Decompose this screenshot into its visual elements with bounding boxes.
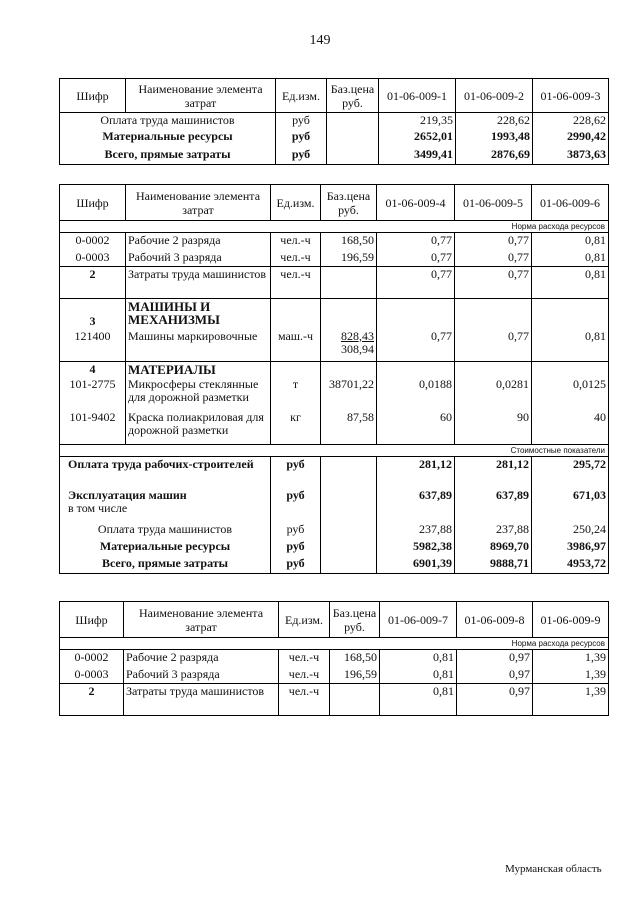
row-value: 5982,38	[377, 539, 455, 556]
row-value: 295,72	[532, 456, 609, 488]
section-code: 4	[60, 362, 126, 378]
header-col-1: 01-06-009-1	[379, 79, 456, 113]
table-row	[60, 113, 609, 129]
row-name: Машины маркировочные	[126, 329, 271, 362]
row-price	[321, 329, 377, 362]
row-name: Рабочий 3 разряда	[124, 667, 279, 684]
row-value: 0,77	[455, 233, 532, 250]
row-code: 2	[60, 267, 126, 299]
row-value: 40	[532, 410, 609, 444]
header-code: Шифр	[60, 185, 126, 221]
row-name: Затраты труда машинистов	[126, 267, 271, 299]
header-col-9: 01-06-009-9	[533, 602, 609, 638]
row-code: 121400	[60, 329, 126, 362]
row-unit: руб	[276, 113, 327, 129]
row-value: 2652,01	[379, 129, 456, 147]
row-code: 0-0003	[60, 250, 126, 267]
row-value: 0,77	[455, 250, 532, 267]
row-name: Оплата труда рабочих-строителей	[60, 456, 271, 488]
row-unit: т	[271, 377, 321, 410]
row-value: 3986,97	[532, 539, 609, 556]
row-name: Материальные ресурсы	[60, 539, 271, 556]
row-name: Микросферы стеклянные для дорожной разметки	[126, 377, 271, 410]
row-value: 250,24	[532, 522, 609, 539]
row-unit: чел.-ч	[279, 650, 330, 667]
row-value: 0,81	[532, 233, 609, 250]
row-name: Всего, прямые затраты	[60, 556, 271, 573]
row-name: Рабочий 3 разряда	[126, 250, 271, 267]
row-value: 2876,69	[456, 147, 533, 165]
header-unit: Ед.изм.	[279, 602, 330, 638]
header-col-2: 01-06-009-2	[456, 79, 533, 113]
row-value: 0,0188	[377, 377, 455, 410]
row-unit: чел.-ч	[271, 233, 321, 250]
table-row	[60, 522, 609, 539]
row-name: Затраты труда машинистов	[124, 684, 279, 716]
row-unit: руб	[276, 147, 327, 165]
row-value: 219,35	[379, 113, 456, 129]
row-value: 0,97	[457, 667, 533, 684]
row-value: 0,77	[455, 267, 532, 299]
row-value: 3499,41	[379, 147, 456, 165]
row-name: Всего, прямые затраты	[60, 147, 276, 165]
row-price: 38701,22	[321, 377, 377, 410]
table-row	[60, 129, 609, 147]
header-code: Шифр	[60, 602, 124, 638]
row-value: 0,81	[380, 650, 457, 667]
row-value: 3873,63	[533, 147, 609, 165]
row-value: 90	[455, 410, 532, 444]
row-value: 0,97	[457, 650, 533, 667]
row-unit: чел.-ч	[279, 684, 330, 716]
row-code: 0-0003	[60, 667, 124, 684]
header-col-3: 01-06-009-3	[533, 79, 609, 113]
row-unit: чел.-ч	[271, 250, 321, 267]
row-price: 168,50	[321, 233, 377, 250]
header-col-6: 01-06-009-6	[532, 185, 609, 221]
row-code: 0-0002	[60, 650, 124, 667]
row-name: Оплата труда машинистов	[60, 522, 271, 539]
page-number: 149	[309, 33, 331, 48]
table-row	[60, 147, 609, 165]
row-value: 9888,71	[455, 556, 532, 573]
row-code: 0-0002	[60, 233, 126, 250]
row-value: 0,81	[380, 684, 457, 716]
row-unit: руб	[276, 129, 327, 147]
row-value: 60	[377, 410, 455, 444]
header-code: Шифр	[60, 79, 126, 113]
row-price: 87,58	[321, 410, 377, 444]
table-header	[60, 79, 609, 113]
header-unit: Ед.изм.	[276, 79, 327, 113]
table-row	[60, 377, 609, 410]
cost-label: Стоимостные показатели	[60, 444, 609, 456]
row-code: 101-9402	[60, 410, 126, 444]
row-value: 0,81	[532, 267, 609, 299]
table-row	[60, 650, 609, 667]
table-row	[60, 250, 609, 267]
row-unit: кг	[271, 410, 321, 444]
table-header	[60, 185, 609, 221]
row-name-cell	[60, 488, 271, 522]
row-value: 228,62	[456, 113, 533, 129]
row-name: Материальные ресурсы	[60, 129, 276, 147]
row-value: 237,88	[377, 522, 455, 539]
table-row	[60, 410, 609, 444]
table-row	[60, 539, 609, 556]
row-value: 0,81	[532, 250, 609, 267]
row-unit: руб	[271, 556, 321, 573]
row-value: 0,97	[457, 684, 533, 716]
norm-label: Норма расхода ресурсов	[60, 638, 609, 650]
table-3	[59, 601, 609, 716]
row-name: Рабочие 2 разряда	[126, 233, 271, 250]
row-value: 671,03	[532, 488, 609, 522]
header-col-4: 01-06-009-4	[377, 185, 455, 221]
row-value: 0,77	[455, 329, 532, 362]
table-row	[60, 329, 609, 362]
row-value: 281,12	[455, 456, 532, 488]
table-2	[59, 184, 609, 574]
section-label	[60, 638, 609, 650]
row-unit: руб	[271, 539, 321, 556]
footer-region: Мурманская область	[505, 863, 602, 875]
header-price: Баз.цена руб.	[321, 185, 377, 221]
row-value: 1,39	[533, 650, 609, 667]
header-price: Баз.цена руб.	[327, 79, 379, 113]
row-unit: чел.-ч	[271, 267, 321, 299]
table-row	[60, 267, 609, 299]
row-price: 196,59	[330, 667, 380, 684]
row-unit: руб	[271, 488, 321, 522]
row-value: 228,62	[533, 113, 609, 129]
row-price: 168,50	[330, 650, 380, 667]
section-label	[60, 444, 609, 456]
row-value: 637,89	[377, 488, 455, 522]
row-code: 2	[60, 684, 124, 716]
row-value: 637,89	[455, 488, 532, 522]
row-value: 2990,42	[533, 129, 609, 147]
row-value: 1,39	[533, 684, 609, 716]
row-name: Краска полиакриловая для дорожной разметки	[126, 410, 271, 444]
row-price: 196,59	[321, 250, 377, 267]
norm-label: Норма расхода ресурсов	[60, 221, 609, 233]
row-value: 0,77	[377, 233, 455, 250]
row-price-primary: 828,43	[341, 328, 374, 343]
section-name: МАШИНЫ И МЕХАНИЗМЫ	[126, 299, 271, 329]
row-value: 4953,72	[532, 556, 609, 573]
section-heading	[60, 299, 609, 329]
row-value: 281,12	[377, 456, 455, 488]
table-1	[59, 78, 609, 165]
table-row	[60, 667, 609, 684]
row-value: 0,81	[532, 329, 609, 362]
row-value: 1993,48	[456, 129, 533, 147]
header-name: Наименование элемента затрат	[126, 79, 276, 113]
table-row	[60, 488, 609, 522]
header-name: Наименование элемента затрат	[124, 602, 279, 638]
header-col-5: 01-06-009-5	[455, 185, 532, 221]
row-value: 6901,39	[377, 556, 455, 573]
row-value: 237,88	[455, 522, 532, 539]
section-heading	[60, 362, 609, 378]
row-name: Рабочие 2 разряда	[124, 650, 279, 667]
row-unit: руб	[271, 456, 321, 488]
row-name: Оплата труда машинистов	[60, 113, 276, 129]
section-name: МАТЕРИАЛЫ	[126, 362, 271, 378]
row-code: 101-2775	[60, 377, 126, 410]
table-row	[60, 556, 609, 573]
row-value: 0,77	[377, 267, 455, 299]
header-name: Наименование элемента затрат	[126, 185, 271, 221]
table-header	[60, 602, 609, 638]
header-col-7: 01-06-009-7	[380, 602, 457, 638]
row-value: 1,39	[533, 667, 609, 684]
row-subnote: в том числе	[68, 501, 128, 515]
header-col-8: 01-06-009-8	[457, 602, 533, 638]
row-value: 0,0281	[455, 377, 532, 410]
row-name: Эксплуатация машин	[68, 488, 187, 502]
table-row	[60, 233, 609, 250]
row-value: 0,77	[377, 329, 455, 362]
row-price-secondary: 308,94	[341, 341, 374, 356]
header-price: Баз.цена руб.	[330, 602, 380, 638]
row-value: 0,77	[377, 250, 455, 267]
row-value: 0,0125	[532, 377, 609, 410]
row-unit: руб	[271, 522, 321, 539]
section-label	[60, 221, 609, 233]
row-unit: маш.-ч	[271, 329, 321, 362]
section-code: 3	[60, 299, 126, 329]
table-row	[60, 456, 609, 488]
row-value: 0,81	[380, 667, 457, 684]
row-unit: чел.-ч	[279, 667, 330, 684]
row-value: 8969,70	[455, 539, 532, 556]
header-unit: Ед.изм.	[271, 185, 321, 221]
table-row	[60, 684, 609, 716]
